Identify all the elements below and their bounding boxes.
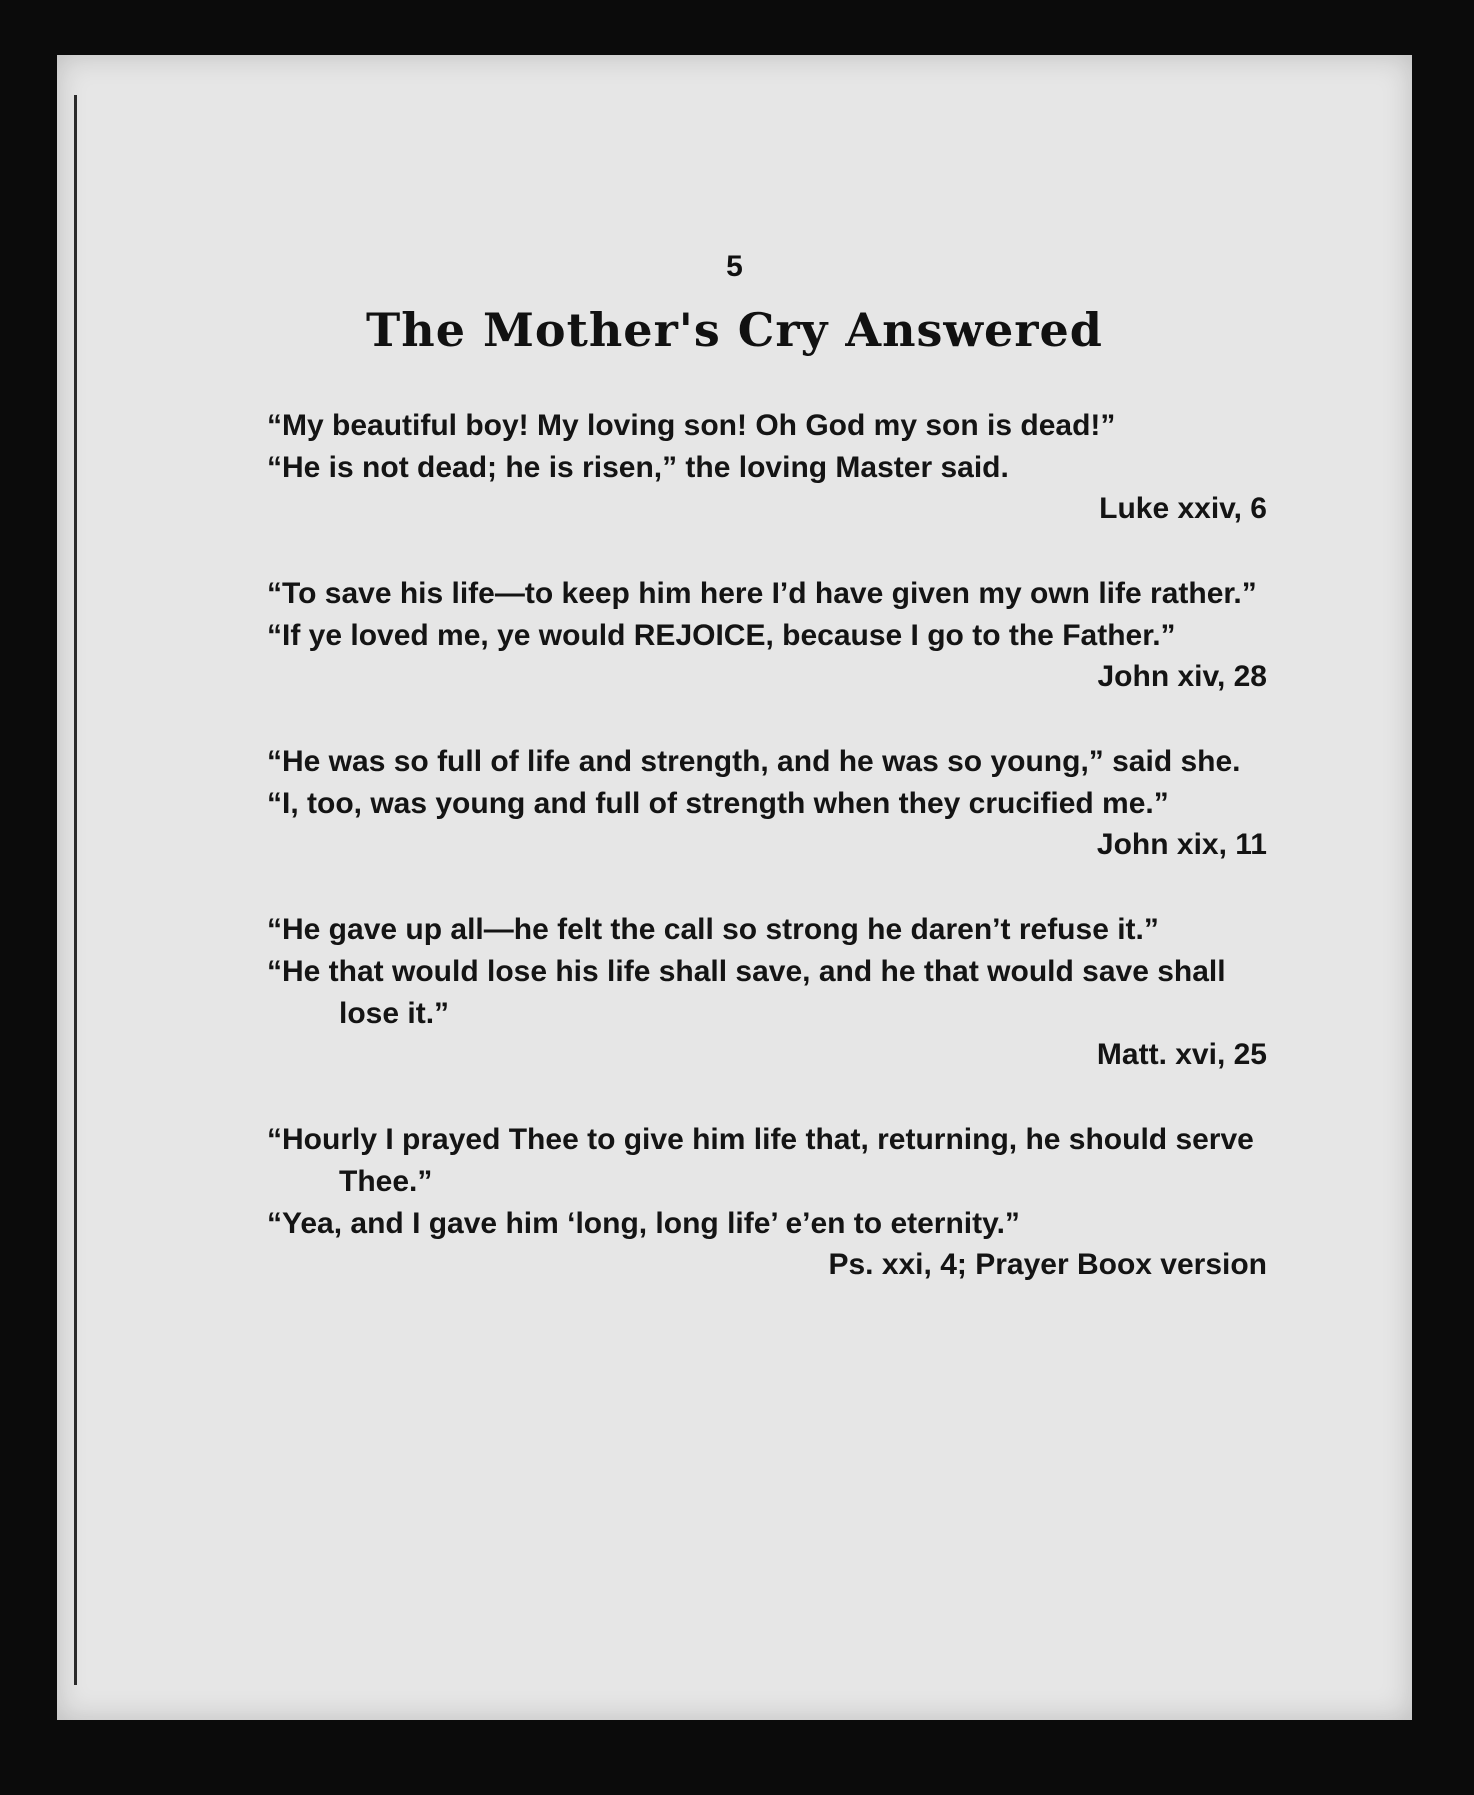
- stanza-1: [267, 405, 1267, 529]
- stanza-4: [267, 909, 1267, 1075]
- stanza-2: [267, 573, 1267, 697]
- stanza-line: “He gave up all—he felt the call so strong he daren’t refuse it.”: [267, 913, 1159, 946]
- book-page: [57, 55, 1412, 1720]
- page-number: 5: [726, 250, 743, 283]
- stanza-3: [267, 741, 1267, 865]
- scripture-reference: Luke xxiv, 6: [1099, 492, 1267, 525]
- stanza-line: “He is not dead; he is risen,” the loving Master said.: [267, 451, 1009, 484]
- stanza-5: [267, 1119, 1267, 1285]
- scripture-reference: John xix, 11: [1096, 828, 1267, 861]
- scripture-reference: Matt. xvi, 25: [1096, 1038, 1267, 1071]
- stanza-line: “He that would lose his life shall save, and he that would save shall lose it.”: [267, 955, 1226, 1030]
- stanza-line: “My beautiful boy! My loving son! Oh God my son is dead!”: [267, 409, 1116, 442]
- stanza-line: “He was so full of life and strength, and he was so young,” said she.: [267, 745, 1241, 778]
- scripture-reference: John xiv, 28: [1097, 660, 1267, 693]
- poem-body: [267, 405, 1267, 1329]
- scripture-reference: Ps. xxi, 4; Prayer Boox version: [828, 1248, 1267, 1281]
- stanza-line: “Yea, and I gave him ‘long, long life’ e’en to eternity.”: [267, 1207, 1020, 1240]
- stanza-line: “If ye loved me, ye would REJOICE, because I go to the Father.”: [267, 619, 1176, 652]
- stanza-line: “I, too, was young and full of strength when they crucified me.”: [267, 787, 1169, 820]
- stanza-line: “To save his life—to keep him here I’d have given my own life rather.”: [267, 577, 1257, 610]
- page-title: The Mother's Cry Answered: [366, 303, 1103, 357]
- stanza-line: “Hourly I prayed Thee to give him life that, returning, he should serve Thee.”: [267, 1123, 1254, 1198]
